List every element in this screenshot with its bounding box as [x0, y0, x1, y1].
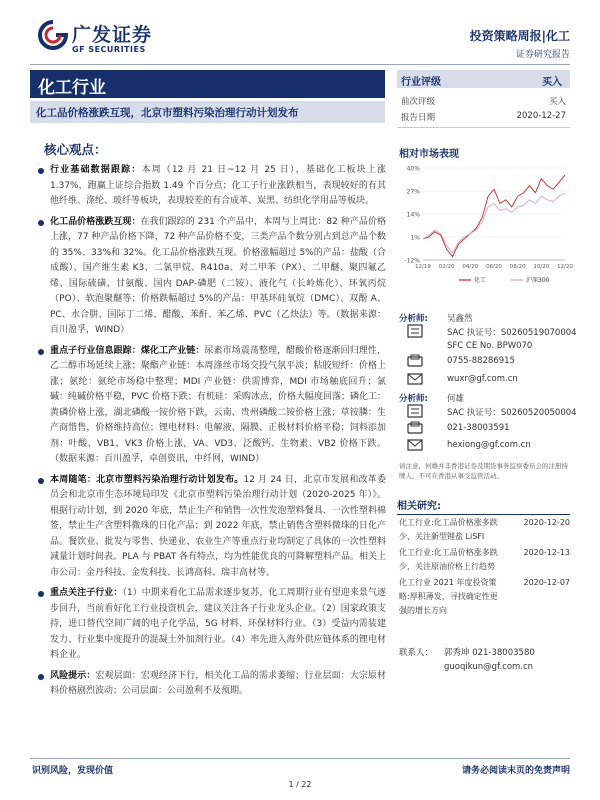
related-date: 2020-12-20 [523, 518, 570, 527]
bullet-risk: 风险提示：宏观层面：宏观经济下行，相关化工品的需求萎缩；行业层面：大宗原材料价格剧烈波动；公司层面：公司盈利不及预期。 [36, 669, 386, 700]
market-performance-chart [397, 160, 573, 290]
gf-logo [38, 20, 168, 58]
analyst-email: hexiong@gf.com.cn [447, 440, 531, 450]
license-icon [407, 404, 423, 418]
footer-disclaimer-note: 请务必阅读末页的免责声明 [461, 766, 570, 776]
related-title-line: 少，关注原油价格上行趋势 [399, 562, 495, 571]
email-icon [407, 438, 423, 452]
footer-slogan: 识别风险，发现价值 [32, 766, 114, 776]
y-tick-label: -12% [404, 257, 420, 265]
analyst-phone: 0755-88286915 [447, 356, 515, 366]
footer-divider [30, 758, 570, 759]
x-tick-label: 12/19 [415, 264, 431, 270]
x-tick-label: 08/20 [509, 264, 526, 270]
rating-box [397, 70, 570, 88]
related-item-2 [399, 546, 570, 576]
legend-label: 沪深300 [526, 277, 550, 284]
legend-label: 化工 [474, 277, 487, 284]
license-icon [407, 324, 423, 338]
rating-value: 买入 [542, 77, 562, 88]
related-title-line: 化工行业:化工品价格涨多跌 [399, 548, 498, 557]
report-date-label: 报告日期 [401, 113, 436, 123]
x-tick-label: 10/20 [533, 264, 550, 270]
previous-rating-label: 前次评级 [401, 97, 436, 107]
previous-rating-row [401, 95, 566, 107]
y-tick-label: 14% [406, 211, 420, 219]
bullet-industry-data: 行业基础数据跟踪：本周（12 月 21 日~12 月 25 日），基础化工板块上涨 1.37%，跑赢上证综合指数 1.49 个百分点；化工子行业涨跌相当，表现较好的有其他纤维、涤纶、玻纤等板块，表现较差的有合成革、炭黑、纺织化学用品等板块。 [36, 163, 386, 210]
y-tick-label: 27% [406, 188, 420, 196]
series-line-0 [423, 175, 565, 256]
bullet-sub-industry: 重点子行业信息跟踪：煤化工产业链：尿素市场震荡整理，醋酸价格逐渐回归理性，乙二醇市场延续上涨；聚酯产业链：本周涤丝市场交投气氛平淡；粘胶短纤：价格上涨；氨纶：氨纶市场稳中整理；MDI 产业链：供需博弈，MDI 市场触底回升；氯碱：纯碱价格平稳，PVC 价格下跌；有机硅：采购冰点，价格大幅度回落；磷化工：黄磷价格上涨，湖北磷酸一铵价格下跌，云南、贵州磷酸二铵价格上涨；草铵膦：生产商惜售，价格维持高位；锂电材料：电解液、隔膜、正极材料价格平稳；饲料添加剂：叶酸、VB1、VK3 价格上涨，VA、VD3、泛酸钙、生物素、VB2 价格下跌。（数据来源：百川盈孚，卓创资讯，中纤网，WIND） [36, 344, 386, 468]
phone-icon [407, 421, 423, 435]
related-item-1 [399, 516, 570, 546]
analyst-name: 何雄 [447, 394, 465, 404]
y-tick-label: 1% [410, 234, 420, 242]
analyst-email: wuxr@gf.com.cn [447, 374, 518, 384]
rating-divider [397, 127, 570, 128]
report-type: 投资策略周报|化工 [469, 29, 570, 43]
related-title-line: 强的增长方向 [399, 606, 447, 615]
rating-label: 行业评级 [401, 77, 441, 88]
analyst-phone: 021-38003591 [447, 423, 510, 433]
related-title-line: 化工行业 2021 年度投资策 [399, 578, 497, 587]
related-title-line: 少，关注新型锂盐 LiSFI [399, 532, 485, 541]
report-date-value: 2020-12-27 [516, 111, 566, 121]
market-performance-title: 相对市场表现 [399, 149, 459, 160]
related-item-3 [399, 576, 570, 620]
related-date: 2020-12-13 [523, 548, 570, 557]
contact-label: 联系人： [399, 648, 434, 658]
related-research-title: 相关研究: [397, 497, 570, 515]
phone-icon [407, 354, 423, 368]
core-views-list [36, 163, 386, 705]
report-series: 证券研究报告 [515, 50, 570, 60]
report-header [0, 0, 600, 66]
y-tick-label: 40% [406, 165, 420, 173]
analyst-label: 分析师: [399, 394, 428, 404]
x-tick-label: 02/20 [438, 264, 455, 270]
core-views-heading: 核心观点： [44, 142, 107, 157]
x-tick-label: 06/20 [486, 264, 502, 270]
sector-title: 化工行业 [30, 70, 385, 98]
bullet-price-changes: 化工品价格涨跌互现：在我们跟踪的 231 个产品中，本周与上周比：82 种产品价格上涨，77 种产品价格下降，72 种产品价格不变，三类产品个数分别占到总产品个数的 35%、33%和 32%。化工品价格涨跌互现。价格涨幅超过 5%的产品：盐酸（合成酸）、国产维生素 K3、二氯甲烷、R410a、对二甲苯（PX）、二甲醚、聚四氟乙烯、国际硫磺、甘氨酸、国内 DAP-磷肥（二铵）、液化气（长岭炼化）、环氧丙烷（PO）、软泡聚醚等；价格跌幅超过 5%的产品：甲基环硅氧烷（DMC）、双酚 A、PC、水合肼、国际丁二烯、醋酸、苯酐、苯乙烯、PVC（乙炔法）等。（数据来源：百川盈孚，WIND） [36, 215, 386, 339]
gf-logo-icon [38, 20, 68, 50]
analyst-license: SAC 执证号：S0260519070004 [447, 328, 577, 338]
related-title-line: 略:厚积薄发，寻找确定性更 [399, 592, 498, 601]
previous-rating-value: 买入 [548, 97, 566, 107]
analyst-block-2 [399, 392, 577, 457]
x-tick-label: 12/20 [557, 264, 573, 270]
header-divider [30, 64, 570, 65]
bullet-focus: 重点关注子行业：（1）中期来看化工品需求逐步复苏，化工周期行业有望迎来景气逐步回升，当前看好化工行业投资机会，建议关注各子行业龙头企业。（2）国家政策支持，进口替代空间广阔的电子化学品，5G 材料、环保材料行业。（3）受益内需装建发力、行业集中度提升的混凝土外加剂行业。（4）率先进入海外供应链体系的锂电材料企业。 [36, 586, 386, 664]
analyst-label: 分析师: [399, 314, 428, 324]
logo-cn: 广发证券 [72, 24, 153, 46]
analyst-disclaimer: 请注意，何雄并非香港证券及期货事务监察委员会的注册持牌人，不可在香港从事受监管活动。 [399, 462, 568, 480]
email-icon [407, 372, 423, 386]
bullet-weekly-essay: 本周随笔：北京市塑料污染治理行动计划发布。12 月 24 日，北京市发展和改革委员会和北京市生态环境局印发《北京市塑料污染治理行动计划（2020-2025 年）》。根据行动计划，到 2020 年底，禁止生产和销售一次性发泡塑料餐具、一次性塑料棉签，禁止生产含塑料微珠的日化产品；到 2022 年底，禁止销售含塑料微珠的日化产品。餐饮业、批发与零售、快递业、农业生产等重点行业均制定了具体的一次性塑料减量计划时间表。PLA 与 PBAT 各有特点，均为性能优良的可降解塑料产品。相关上市公司：金丹科技、金发科技、长鸿高科、瑞丰高材等。 [36, 473, 386, 582]
x-tick-label: 04/20 [462, 264, 479, 270]
analyst-license: SAC 执证号：S0260520050004 [447, 408, 577, 418]
contact-name-phone: 郭秀坤 021-38003580 [444, 648, 535, 658]
report-date-row [401, 111, 566, 123]
analyst-name: 吴鑫然 [447, 314, 473, 324]
contact-block [399, 646, 570, 682]
related-date: 2020-12-07 [523, 578, 570, 587]
logo-en: GF SECURITIES [72, 45, 146, 54]
page-number: 1 / 22 [288, 780, 312, 789]
contact-email: guoqikun@gf.com.cn [444, 662, 534, 672]
analyst-block-1 [399, 312, 577, 392]
related-title-line: 化工行业:化工品价格涨多跌 [399, 518, 498, 527]
analyst-cert: SFC CE No. BPW070 [447, 341, 533, 351]
report-subtitle: 化工品价格涨跌互现，北京市塑料污染治理行动计划发布 [30, 101, 385, 123]
